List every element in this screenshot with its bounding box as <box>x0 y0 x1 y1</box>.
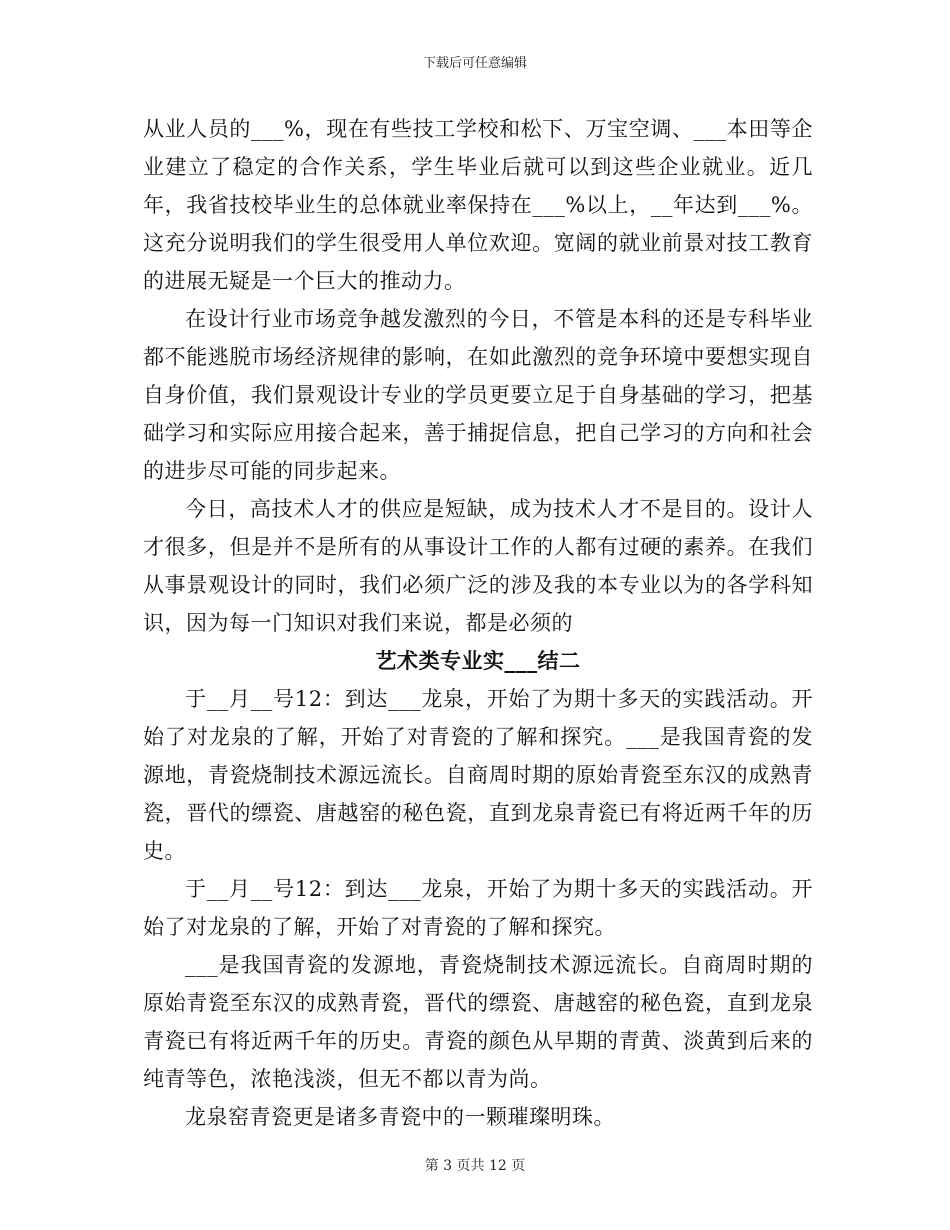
document-body <box>143 110 813 1136</box>
paragraph: ___是我国青瓷的发源地，青瓷烧制技术源远流长。自商周时期的原始青瓷至东汉的成熟青瓷，晋代的缥瓷、唐越窑的秘色瓷，直到龙泉青瓷已有将近两千年的历史。青瓷的颜色从早期的青黄、淡黄到后来的纯青等色，浓艳浅淡，但无不都以青为尚。 <box>143 953 813 1091</box>
paragraph: 今日，高技术人才的供应是短缺，成为技术人才不是目的。设计人才很多，但是并不是所有的从事设计工作的人都有过硬的素养。在我们从事景观设计的同时，我们必须广泛的涉及我的本专业以为的各学科知识，因为每一门知识对我们来说，都是必须的 <box>143 497 813 635</box>
page-header: 下载后可任意编辑 <box>422 56 527 71</box>
paragraph: 于__月__号12：到达___龙泉，开始了为期十多天的实践活动。开始了对龙泉的了解，开始了对青瓷的了解和探究。 <box>143 877 813 939</box>
paragraph: 于__月__号12：到达___龙泉，开始了为期十多天的实践活动。开始了对龙泉的了解，开始了对青瓷的了解和探究。___是我国青瓷的发源地，青瓷烧制技术源远流长。自商周时期的原始青瓷至东汉的成熟青瓷，晋代的缥瓷、唐越窑的秘色瓷，直到龙泉青瓷已有将近两千年的历史。 <box>143 687 813 863</box>
paragraph: 龙泉窑青瓷更是诸多青瓷中的一颗璀璨明珠。 <box>185 1105 615 1129</box>
section-heading: 艺术类专业实___结二 <box>375 649 581 673</box>
paragraph-continued: 从业人员的___%，现在有些技工学校和松下、万宝空调、___本田等企业建立了稳定的合作关系，学生毕业后就可以到这些企业就业。近几年，我省技校毕业生的总体就业率保持在___%以上，__年达到___%。这充分说明我们的学生很受用人单位欢迎。宽阔的就业前景对技工教育的进展无疑是一个巨大的推动力。 <box>143 117 813 293</box>
paragraph: 在设计行业市场竞争越发激烈的今日，不管是本科的还是专科毕业都不能逃脱市场经济规律的影响，在如此激烈的竞争环境中要想实现自自身价值，我们景观设计专业的学员更要立足于自身基础的学习，把基础学习和实际应用接合起来，善于捕捉信息，把自己学习的方向和社会的进步尽可能的同步起来。 <box>143 307 813 483</box>
page-footer: 第 3 页共 12 页 <box>424 1158 526 1174</box>
